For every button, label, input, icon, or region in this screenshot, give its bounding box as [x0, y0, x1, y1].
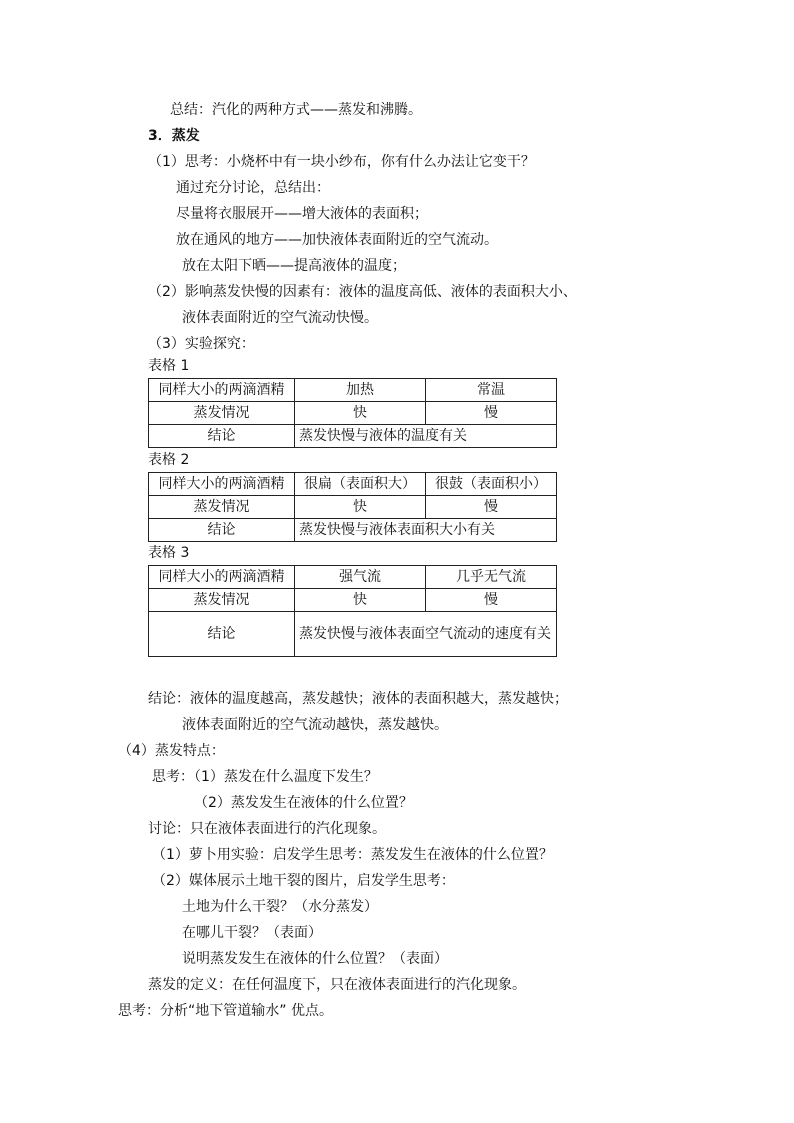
experiment-table-1 [148, 378, 557, 448]
section-heading-evaporation: 3．蒸发 [148, 128, 200, 144]
table-cell: 慢 [426, 589, 557, 612]
method-line-2: 放在通风的地方——加快液体表面附近的空气流动。 [176, 232, 498, 248]
think-question-1: （1）思考：小烧杯中有一块小纱布，你有什么办法让它变干？ [148, 154, 535, 170]
summary-line: 总结：汽化的两种方式——蒸发和沸腾。 [170, 102, 422, 118]
table-cell: 结论 [149, 519, 295, 542]
features-heading: （4）蒸发特点： [118, 743, 225, 759]
table-row [149, 496, 557, 519]
table-row [149, 379, 557, 402]
table-cell: 蒸发快慢与液体表面积大小有关 [295, 519, 557, 542]
experiment-table-3 [148, 565, 557, 657]
evaporation-definition: 蒸发的定义：在任何温度下，只在液体表面进行的汽化现象。 [148, 977, 526, 993]
experiment-heading: （3）实验探究： [148, 336, 255, 352]
table-cell: 结论 [149, 612, 295, 657]
table-cell: 同样大小的两滴酒精 [149, 473, 295, 496]
question-line-2: 在哪儿干裂？（表面） [182, 925, 322, 941]
table-cell: 快 [295, 496, 426, 519]
features-discussion: 讨论：只在液体表面进行的汽化现象。 [148, 821, 386, 837]
table-cell: 蒸发情况 [149, 496, 295, 519]
conclusion-line-2: 液体表面附近的空气流动越快，蒸发越快。 [182, 717, 448, 733]
table-row [149, 589, 557, 612]
table-cell: 常温 [426, 379, 557, 402]
method-line-3: 放在太阳下晒——提高液体的温度； [182, 258, 406, 274]
table-cell: 快 [295, 402, 426, 425]
experiment-table-2 [148, 472, 557, 542]
question-line-3: 说明蒸发发生在液体的什么位置？（表面） [182, 951, 448, 967]
table-cell: 快 [295, 589, 426, 612]
table-caption-3: 表格 3 [148, 545, 190, 561]
radish-experiment: （1）萝卜用实验：启发学生思考：蒸发发生在液体的什么位置？ [152, 847, 553, 863]
table-row [149, 402, 557, 425]
features-think-1: 思考：（1）蒸发在什么温度下发生？ [152, 769, 378, 785]
table-row [149, 519, 557, 542]
table-cell: 蒸发快慢与液体表面空气流动的速度有关 [295, 612, 557, 657]
table-cell: 加热 [295, 379, 426, 402]
table-caption-1: 表格 1 [148, 358, 190, 374]
table-row [149, 612, 557, 657]
media-show: （2）媒体展示土地干裂的图片，启发学生思考： [152, 873, 455, 889]
final-think: 思考：分析“地下管道输水” 优点。 [118, 1003, 333, 1019]
table-row [149, 566, 557, 589]
method-line-1: 尽量将衣服展开——增大液体的表面积； [176, 206, 428, 222]
conclusion-line-1: 结论：液体的温度越高，蒸发越快；液体的表面积越大，蒸发越快； [148, 691, 568, 707]
discussion-intro: 通过充分讨论，总结出： [176, 180, 330, 196]
table-cell: 慢 [426, 402, 557, 425]
table-cell: 蒸发情况 [149, 402, 295, 425]
table-cell: 强气流 [295, 566, 426, 589]
table-cell: 几乎无气流 [426, 566, 557, 589]
table-cell: 蒸发快慢与液体的温度有关 [295, 425, 557, 448]
factors-line-2: 液体表面附近的空气流动快慢。 [182, 310, 378, 326]
table-cell: 很鼓（表面积小） [426, 473, 557, 496]
table-cell: 同样大小的两滴酒精 [149, 379, 295, 402]
table-cell: 蒸发情况 [149, 589, 295, 612]
features-think-2: （2）蒸发发生在液体的什么位置？ [194, 795, 413, 811]
table-caption-2: 表格 2 [148, 452, 190, 468]
question-line-1: 土地为什么干裂？（水分蒸发） [182, 899, 378, 915]
table-cell: 结论 [149, 425, 295, 448]
table-cell: 慢 [426, 496, 557, 519]
table-row [149, 425, 557, 448]
factors-line-1: （2）影响蒸发快慢的因素有：液体的温度高低、液体的表面积大小、 [148, 284, 577, 300]
table-row [149, 473, 557, 496]
table-cell: 很扁（表面积大） [295, 473, 426, 496]
table-cell: 同样大小的两滴酒精 [149, 566, 295, 589]
